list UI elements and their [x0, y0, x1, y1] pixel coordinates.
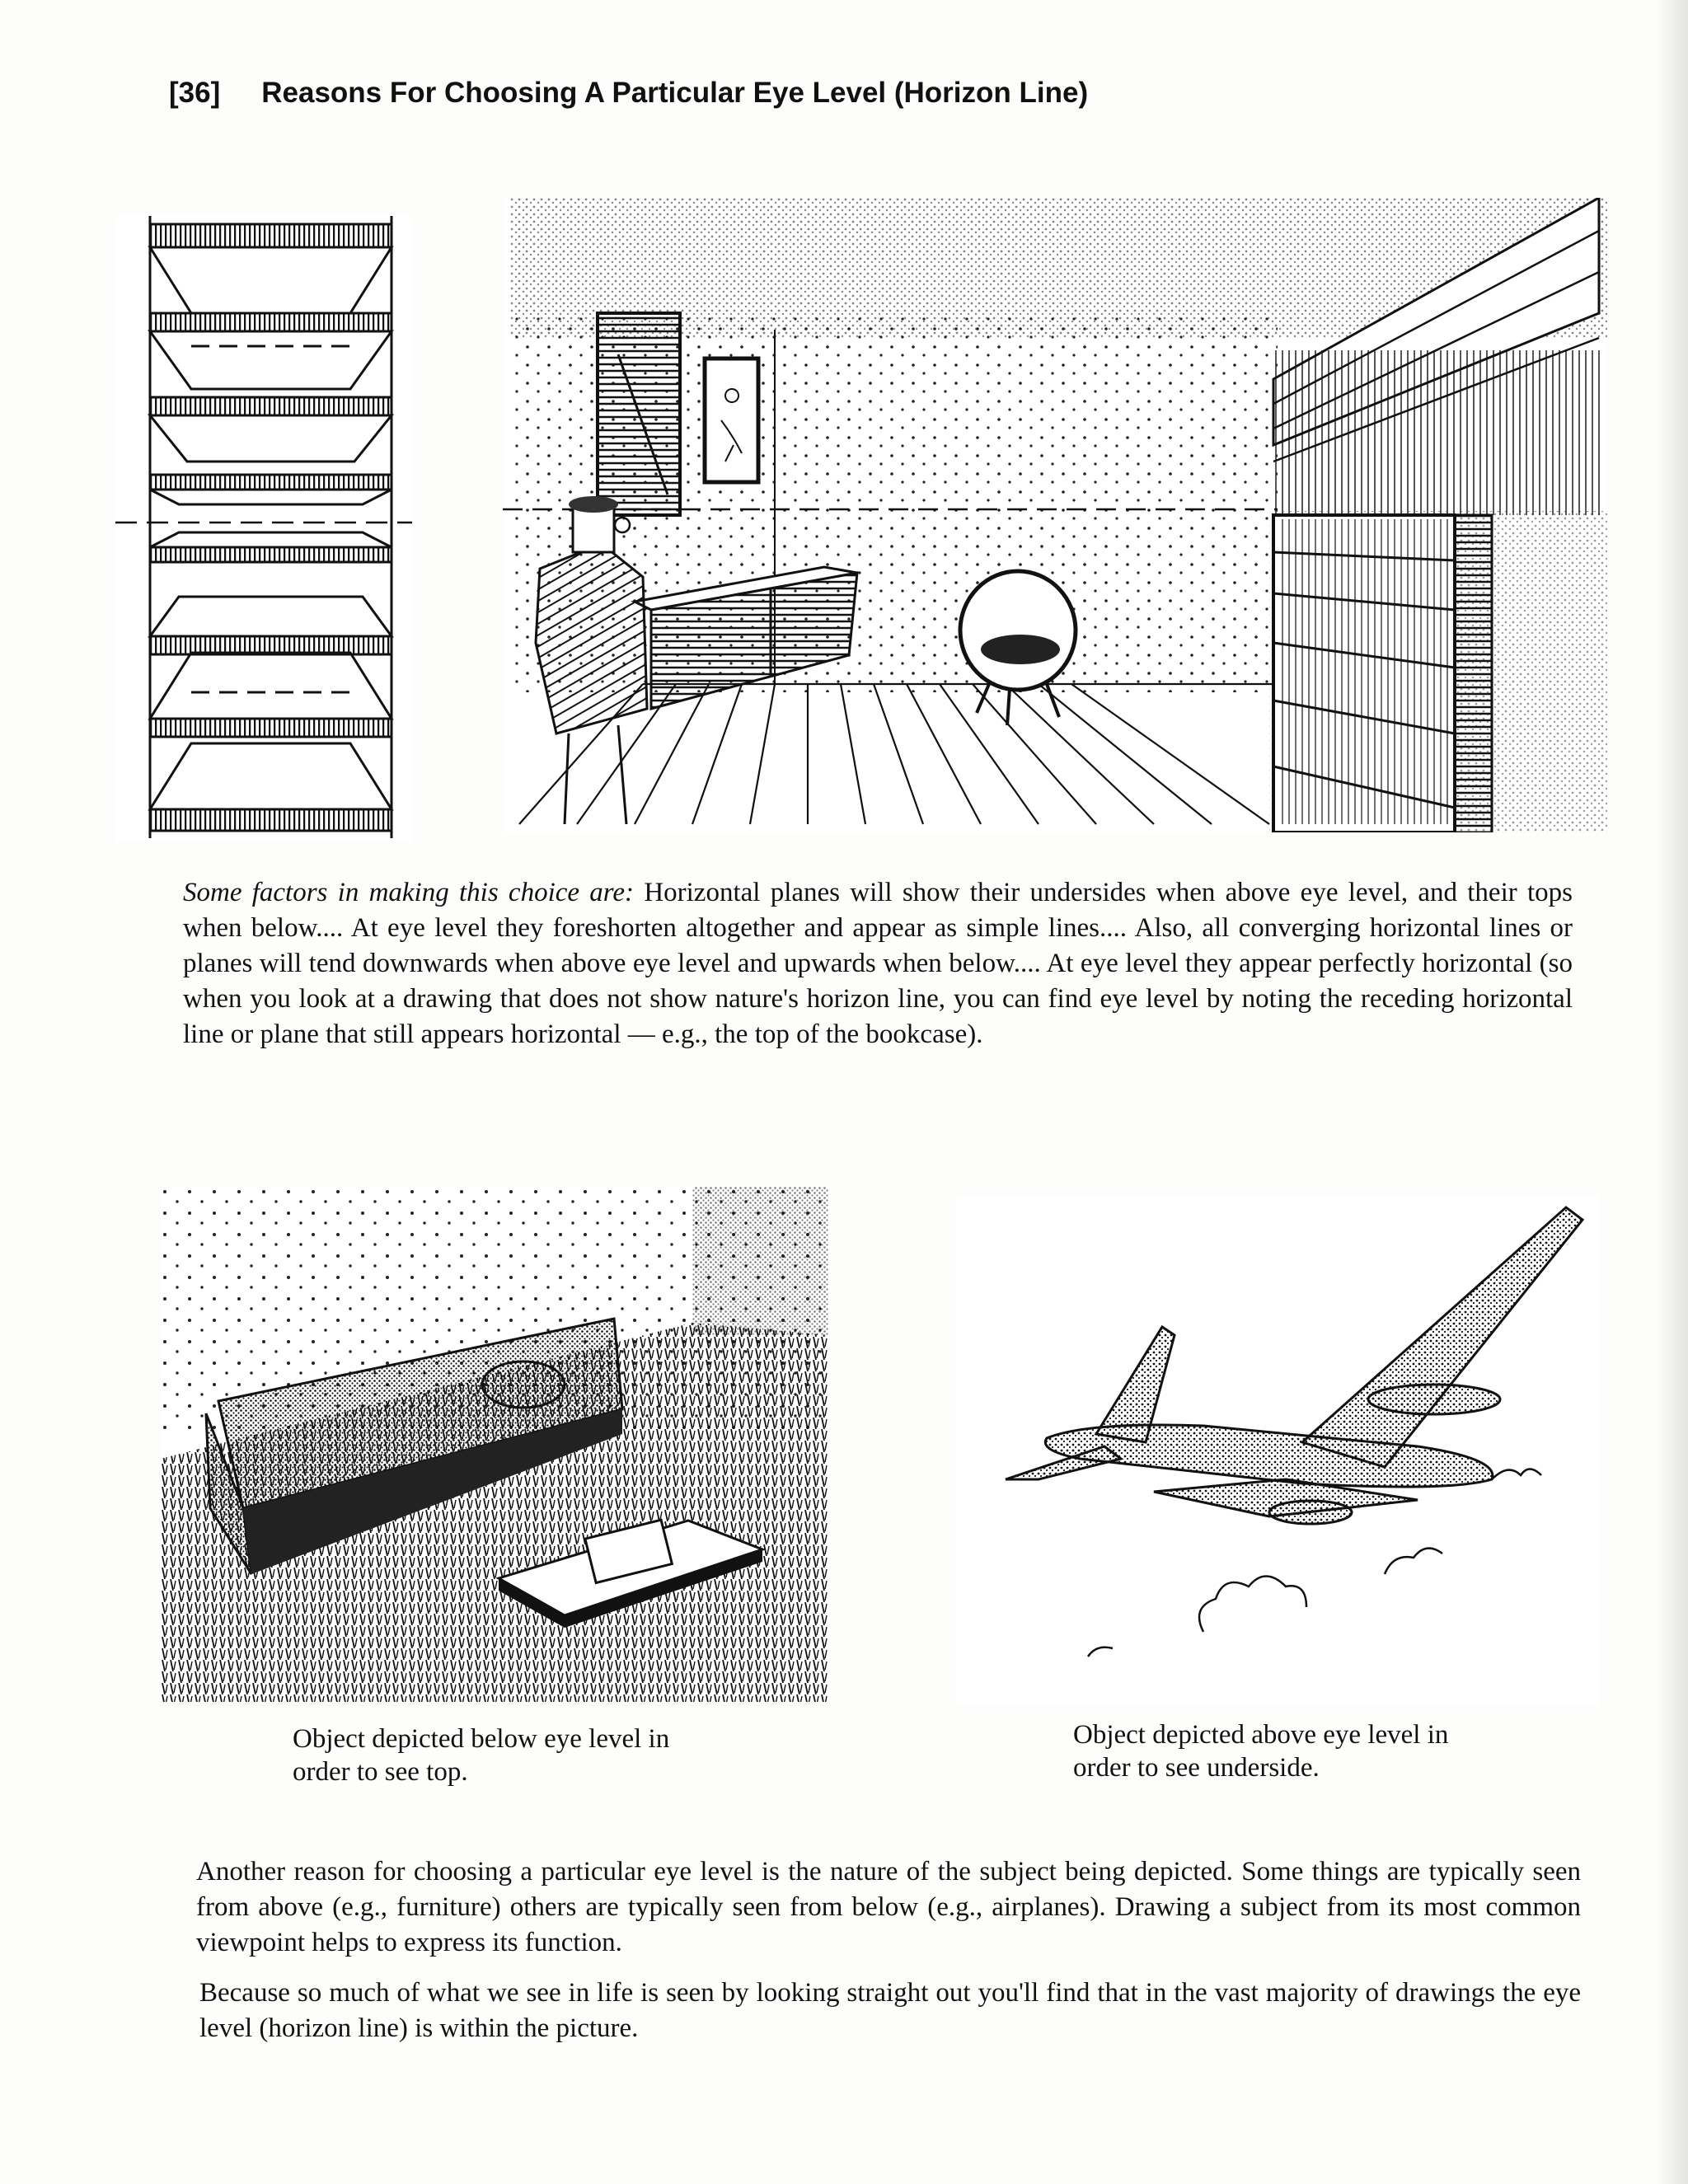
page-title: Reasons For Choosing A Particular Eye Level (Horizon Line): [261, 77, 1089, 109]
airplane-illustration: [956, 1195, 1599, 1706]
page-number: [36]: [169, 77, 221, 109]
shelf-diagram: [115, 216, 412, 842]
closing-paragraph-1: Another reason for choosing a particular eye level is the nature of the subject being depicted. Some things are typically seen from above (e.g., furniture) others are typically seen from below (e.g., airplanes). Drawing a subject from its most common viewpoint helps to express its function.: [196, 1857, 1581, 1957]
caption-above-eye-level: Object depicted above eye level in order to see underside.: [1073, 1720, 1449, 1783]
caption-below-eye-level: Object depicted below eye level in order to see top.: [293, 1724, 670, 1787]
room-illustration: [503, 198, 1607, 832]
intro-paragraph: [183, 875, 1573, 1052]
intro-body: Horizontal planes will show their undersides when above eye level, and their tops when below.... At eye level they foreshorten altogether and appear as simple lines.... Also, all converging horizontal lines or planes will tend downwards when above eye level and upwards when below.... At eye level they appear perfectly horizontal (so when you look at a drawing that does not show nature's horizon line, you can find eye level by noting the receding horizontal line or plane that still appears horizontal — e.g., the top of the bookcase).: [183, 878, 1573, 1049]
page-edge-shadow: [1655, 0, 1688, 2184]
page-header: [169, 73, 1088, 114]
closing-paragraph-2: Because so much of what we see in life is seen by looking straight out you'll find that in the vast majority of drawings the eye level (horizon line) is within the picture.: [199, 1978, 1581, 2043]
sofa-illustration: [161, 1187, 828, 1702]
intro-lead: Some factors in making this choice are:: [183, 878, 635, 907]
